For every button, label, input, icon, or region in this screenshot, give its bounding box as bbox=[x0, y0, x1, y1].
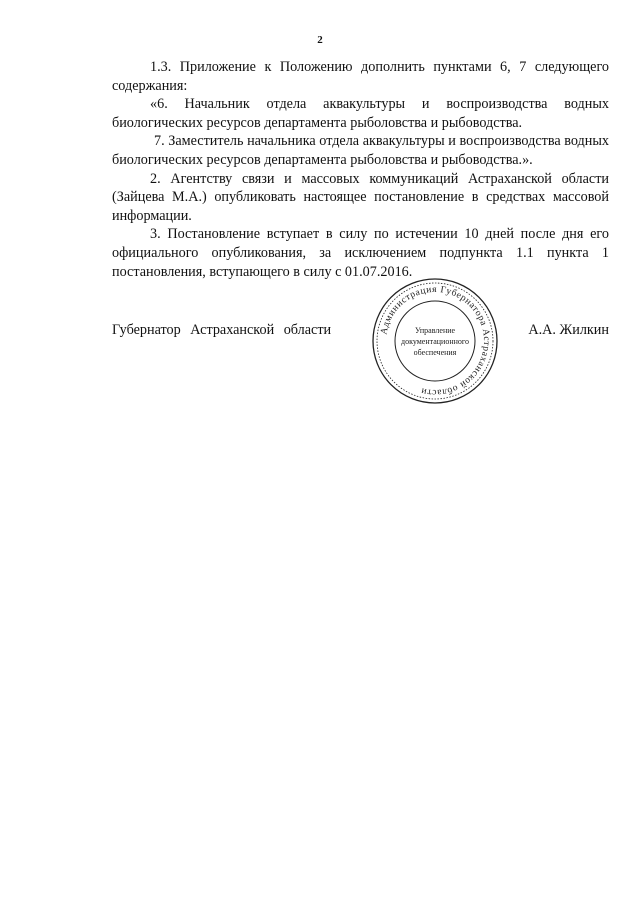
stamp-inner-line-2: документационного bbox=[401, 337, 469, 346]
official-stamp bbox=[370, 276, 500, 406]
stamp-inner-line-1: Управление bbox=[414, 326, 456, 335]
stamp-inner-line-3: обеспечения bbox=[413, 348, 457, 357]
paragraph-1-3: 1.3. Приложение к Положению дополнить пунктами 6, 7 следующего содержания: bbox=[112, 59, 609, 94]
page-number: 2 bbox=[317, 34, 323, 46]
signer-name: А.А. Жилкин bbox=[528, 322, 609, 338]
signer-title: Губернатор Астраханской области bbox=[112, 322, 332, 338]
paragraph-3: 3. Постановление вступает в силу по истечении 10 дней после дня его официального опубликования, за исключением подпункта 1.1 пункта 1 постановления, вступающего в силу с 01.07.2016. bbox=[112, 226, 609, 280]
svg-text:Администрация Губернатора Астр: Администрация Губернатора Астраханской области bbox=[379, 284, 492, 398]
paragraph-2: 2. Агентству связи и массовых коммуникаций Астраханской области (Зайцева М.А.) опубликовать настоящее постановление в средствах массовой информации. bbox=[112, 170, 609, 224]
paragraph-item-7: 7. Заместитель начальника отдела аквакультуры и воспроизводства водных биологических ресурсов департамента рыболовства и рыбоводства.». bbox=[112, 133, 609, 168]
paragraph-item-6: «6. Начальник отдела аквакультуры и воспроизводства водных биологических ресурсов департамента рыболовства и рыбоводства. bbox=[112, 96, 609, 131]
document-body bbox=[112, 58, 609, 281]
